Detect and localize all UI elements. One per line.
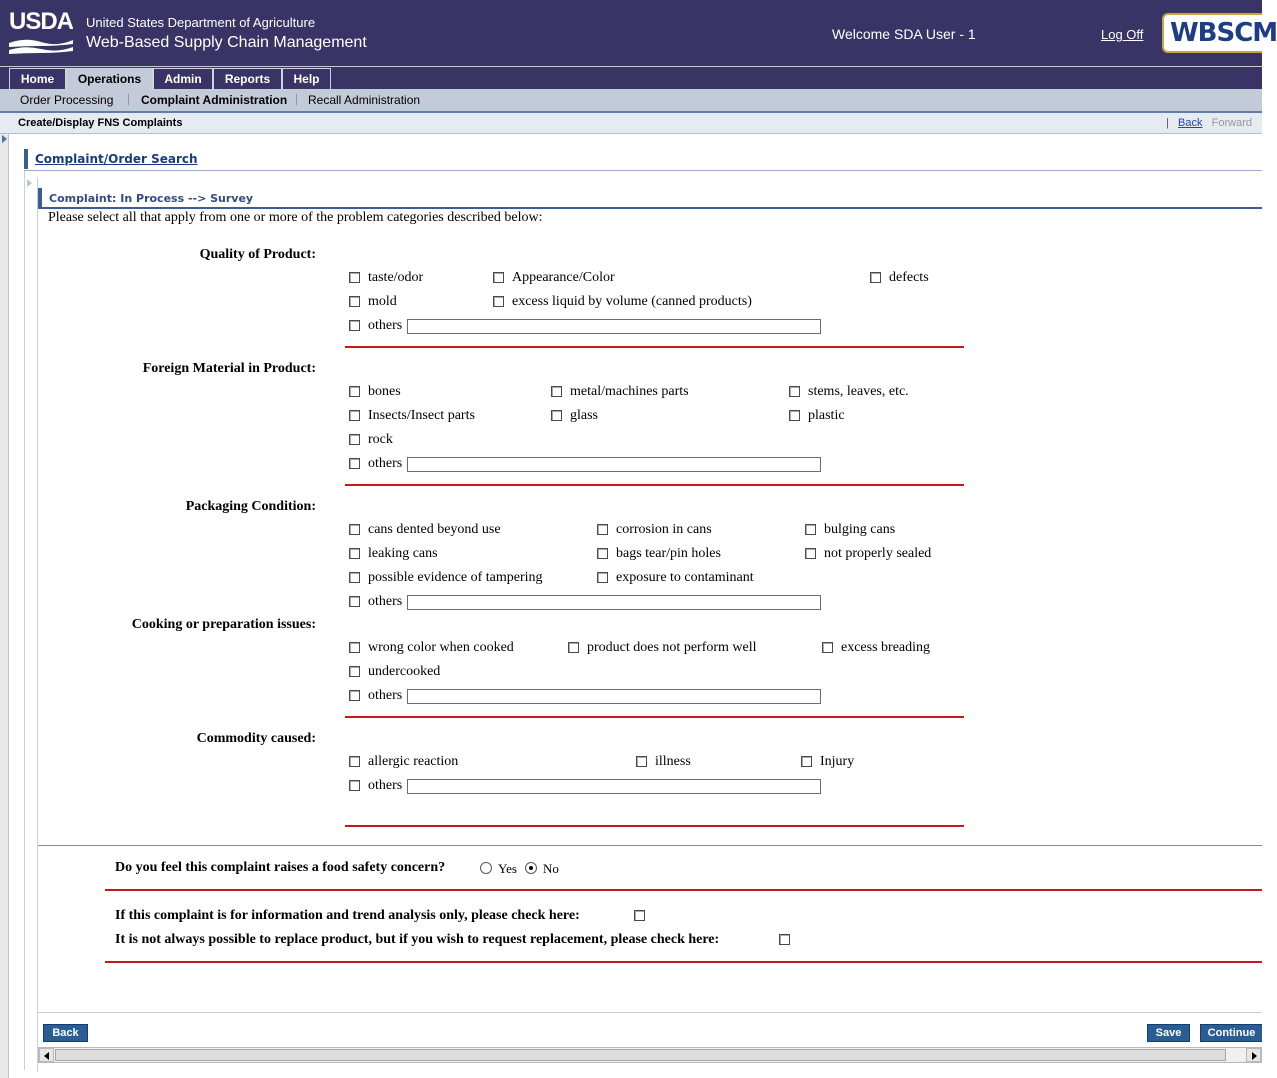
option-quality-others[interactable]: others [368, 318, 403, 333]
checkbox-illness[interactable] [636, 756, 647, 767]
section-divider [345, 825, 964, 827]
horizontal-scrollbar[interactable] [38, 1047, 1262, 1063]
scroll-right-button[interactable] [1246, 1048, 1261, 1062]
tab-operations[interactable]: Operations [66, 68, 153, 90]
checkbox-bulging-cans[interactable] [805, 524, 816, 535]
checkbox-defects[interactable] [870, 272, 881, 283]
checkbox-undercooked[interactable] [349, 666, 360, 677]
welcome-text: Welcome SDA User - 1 [832, 26, 976, 42]
checkbox-quality-others[interactable] [349, 320, 360, 331]
checkbox-injury[interactable] [801, 756, 812, 767]
checkbox-mold[interactable] [349, 296, 360, 307]
scroll-left-icon [44, 1052, 49, 1060]
category-cooking-label: Cooking or preparation issues: [131, 617, 316, 632]
checkbox-replacement[interactable] [779, 934, 790, 945]
option-bulging-cans[interactable]: bulging cans [824, 522, 896, 537]
subtab-order-processing[interactable]: Order Processing [20, 93, 114, 107]
subtab-complaint-administration[interactable]: Complaint Administration [141, 93, 288, 107]
checkbox-packaging-others[interactable] [349, 596, 360, 607]
app-header [0, 0, 1277, 66]
checkbox-stems-leaves[interactable] [789, 386, 800, 397]
save-button[interactable]: Save [1147, 1024, 1190, 1042]
checkbox-cans-dented[interactable] [349, 524, 360, 535]
checkbox-rock[interactable] [349, 434, 360, 445]
option-mold[interactable]: mold [368, 294, 397, 309]
scroll-right-icon [1252, 1052, 1257, 1060]
divider [38, 1012, 1262, 1013]
checkbox-tampering[interactable] [349, 572, 360, 583]
tab-help[interactable]: Help [282, 68, 331, 90]
option-not-perform[interactable]: product does not perform well [587, 640, 757, 655]
checkbox-not-perform[interactable] [568, 642, 579, 653]
subnav-divider [128, 94, 129, 105]
section-divider [105, 889, 1262, 891]
option-contaminant[interactable]: exposure to contaminant [616, 570, 754, 585]
option-undercooked[interactable]: undercooked [368, 664, 441, 679]
option-bags-tear[interactable]: bags tear/pin holes [616, 546, 721, 561]
option-defects[interactable]: defects [889, 270, 929, 285]
cooking-others-input[interactable] [407, 689, 821, 704]
sub-nav [0, 89, 1262, 111]
category-packaging-label: Packaging Condition: [185, 499, 316, 514]
subnav-divider [296, 94, 297, 105]
checkbox-contaminant[interactable] [597, 572, 608, 583]
scroll-left-button[interactable] [39, 1048, 54, 1062]
checkbox-allergic[interactable] [349, 756, 360, 767]
option-excess-breading[interactable]: excess breading [841, 640, 931, 655]
option-commodity-others[interactable]: others [368, 778, 403, 793]
section-divider [345, 484, 964, 486]
app-title: Web-Based Supply Chain Management [86, 34, 367, 51]
option-glass[interactable]: glass [570, 408, 598, 423]
section-divider [345, 346, 964, 348]
left-rail [0, 134, 9, 1078]
packaging-others-input[interactable] [407, 595, 821, 610]
option-bones[interactable]: bones [368, 384, 401, 399]
section-divider [345, 716, 964, 718]
option-wrong-color[interactable]: wrong color when cooked [368, 640, 514, 655]
checkbox-glass[interactable] [551, 410, 562, 421]
radio-yes[interactable] [480, 862, 492, 874]
option-cooking-others[interactable]: others [368, 688, 403, 703]
survey-header-text: Complaint: In Process --> Survey [49, 192, 254, 205]
section-divider [105, 961, 1262, 963]
option-taste-odor[interactable]: taste/odor [368, 270, 424, 285]
checkbox-leaking-cans[interactable] [349, 548, 360, 559]
divider [24, 170, 1262, 171]
checkbox-wrong-color[interactable] [349, 642, 360, 653]
continue-button[interactable]: Continue [1200, 1024, 1262, 1042]
option-packaging-others[interactable]: others [368, 594, 403, 609]
checkbox-cooking-others[interactable] [349, 690, 360, 701]
checkbox-corrosion[interactable] [597, 524, 608, 535]
wbscm-logo-text: WBSCM [1170, 18, 1277, 48]
radio-yes-label[interactable]: Yes [498, 861, 517, 876]
checkbox-excess-breading[interactable] [822, 642, 833, 653]
checkbox-not-sealed[interactable] [805, 548, 816, 559]
option-metal-parts[interactable]: metal/machines parts [570, 384, 689, 399]
page-navigation [1166, 117, 1252, 129]
back-link[interactable]: Back [1178, 117, 1203, 129]
option-excess-liquid[interactable]: excess liquid by volume (canned products) [512, 294, 752, 309]
back-button[interactable]: Back [43, 1024, 88, 1042]
pagenav-separator: | [1165, 117, 1169, 129]
option-leaking-cans[interactable]: leaking cans [368, 546, 438, 561]
option-allergic[interactable]: allergic reaction [368, 754, 459, 769]
checkbox-foreign-others[interactable] [349, 458, 360, 469]
option-insects[interactable]: Insects/Insect parts [368, 408, 475, 423]
option-cans-dented[interactable]: cans dented beyond use [368, 522, 501, 537]
checkbox-taste-odor[interactable] [349, 272, 360, 283]
usda-waves-icon [9, 37, 73, 57]
option-stems-leaves[interactable]: stems, leaves, etc. [808, 384, 909, 399]
checkbox-trend-analysis[interactable] [634, 910, 645, 921]
option-rock[interactable]: rock [368, 432, 393, 447]
option-plastic[interactable]: plastic [808, 408, 845, 423]
quality-others-input[interactable] [407, 319, 821, 334]
intro-text: Please select all that apply from one or more of the problem categories described below: [48, 210, 543, 225]
tab-admin[interactable]: Admin [153, 68, 213, 90]
option-appearance-color[interactable]: Appearance/Color [512, 270, 615, 285]
checkbox-appearance-color[interactable] [493, 272, 504, 283]
expand-arrow-icon[interactable] [2, 135, 7, 143]
food-safety-question: Do you feel this complaint raises a food safety concern? [115, 860, 446, 875]
survey-header [38, 188, 1262, 209]
usda-logo [9, 10, 73, 56]
category-commodity-label: Commodity caused: [196, 731, 316, 746]
page-title: Create/Display FNS Complaints [18, 117, 183, 129]
checkbox-commodity-others[interactable] [349, 780, 360, 791]
checkbox-insects[interactable] [349, 410, 360, 421]
option-foreign-others[interactable]: others [368, 456, 403, 471]
divider [38, 845, 1262, 846]
trend-analysis-question: If this complaint is for information and trend analysis only, please check here: [115, 908, 580, 923]
complaint-order-search-link[interactable]: Complaint/Order Search [24, 149, 198, 169]
option-not-sealed[interactable]: not properly sealed [824, 546, 932, 561]
logoff-link[interactable]: Log Off [1101, 27, 1144, 42]
page-title-bar [0, 111, 1262, 134]
foreign-others-input[interactable] [407, 457, 821, 472]
main-nav [0, 66, 1262, 89]
checkbox-plastic[interactable] [789, 410, 800, 421]
checkbox-excess-liquid[interactable] [493, 296, 504, 307]
radio-no-label[interactable]: No [543, 861, 559, 876]
scrollbar-thumb[interactable] [55, 1049, 1226, 1061]
wbscm-logo [1162, 13, 1277, 53]
tab-home[interactable]: Home [9, 68, 66, 90]
option-tampering[interactable]: possible evidence of tampering [368, 570, 543, 585]
checkbox-bones[interactable] [349, 386, 360, 397]
commodity-others-input[interactable] [407, 779, 821, 794]
collapse-arrow-icon[interactable] [27, 179, 32, 187]
org-name: United States Department of Agriculture [86, 15, 316, 30]
checkbox-metal-parts[interactable] [551, 386, 562, 397]
usda-logo-text: USDA [9, 8, 74, 35]
category-quality-label: Quality of Product: [199, 247, 316, 262]
category-foreign-label: Foreign Material in Product: [142, 361, 316, 376]
option-illness[interactable]: illness [655, 754, 691, 769]
option-corrosion[interactable]: corrosion in cans [616, 522, 712, 537]
replacement-question: It is not always possible to replace product, but if you wish to request replacement, please check here: [115, 932, 720, 947]
radio-no[interactable] [525, 862, 537, 874]
option-injury[interactable]: Injury [820, 754, 855, 769]
subtab-recall-administration[interactable]: Recall Administration [308, 93, 421, 107]
tab-reports[interactable]: Reports [213, 68, 282, 90]
checkbox-bags-tear[interactable] [597, 548, 608, 559]
forward-link: Forward [1211, 117, 1252, 129]
